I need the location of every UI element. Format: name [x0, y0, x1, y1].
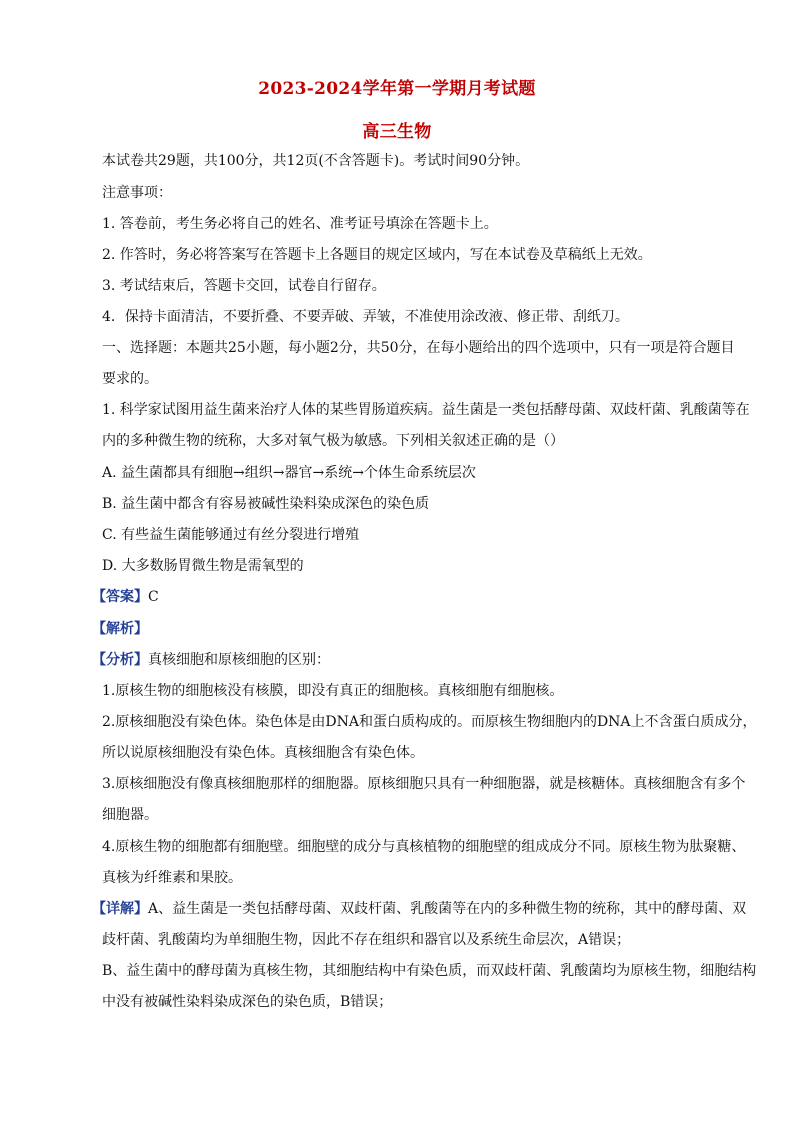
- option-c: C. 有些益生菌能够通过有丝分裂进行增殖: [102, 527, 360, 543]
- answer-value: C: [148, 589, 159, 605]
- exam-summary: 本试卷共29题，共100分，共12页(不含答题卡)。考试时间90分钟。: [102, 153, 530, 169]
- analysis-point-cont: 细胞器。: [102, 807, 158, 823]
- question-stem-cont: 内的多种微生物的统称，大多对氧气极为敏感。下列相关叙述正确的是（）: [102, 433, 564, 449]
- fenxi-text: 真核细胞和原核细胞的区别：: [148, 652, 330, 668]
- analysis-point: 1.原核生物的细胞核没有核膜，即没有真正的细胞核。真核细胞有细胞核。: [102, 683, 564, 699]
- detail-line: [92, 900, 747, 918]
- analysis-line: [92, 620, 692, 638]
- answer-tag: 【答案】: [92, 589, 148, 605]
- option-d: D. 大多数肠胃微生物是需氧型的: [102, 558, 304, 574]
- section-heading-cont: 要求的。: [102, 371, 158, 387]
- analysis-point: 4.原核生物的细胞都有细胞壁。细胞壁的成分与真核植物的细胞壁的组成成分不同。原核生物为肽聚糖、: [102, 839, 746, 855]
- detail-line-cont: 歧杆菌、乳酸菌均为单细胞生物，因此不存在组织和器官以及系统生命层次，A错误；: [102, 932, 631, 948]
- detail-tag: 【详解】: [92, 901, 148, 917]
- notice-item: 4．保持卡面清洁，不要折叠、不要弄破、弄皱，不准使用涂改液、修正带、刮纸刀。: [102, 309, 629, 325]
- detail-text: A、益生菌是一类包括酵母菌、双歧杆菌、乳酸菌等在内的多种微生物的统称，其中的酵母菌、双: [148, 901, 747, 917]
- answer-line: [92, 588, 692, 606]
- detail-line-cont: B、益生菌中的酵母菌为真核生物，其细胞结构中有染色质，而双歧杆菌、乳酸菌均为原核生物，细胞结构: [102, 963, 757, 979]
- fenxi-line: [92, 651, 692, 669]
- notice-item: 3. 考试结束后，答题卡交回，试卷自行留存。: [102, 278, 386, 294]
- notice-item: 1. 答卷前，考生务必将自己的姓名、准考证号填涂在答题卡上。: [102, 216, 498, 232]
- notice-heading: 注意事项：: [102, 185, 172, 201]
- fenxi-tag: 【分析】: [92, 652, 148, 668]
- analysis-point-cont: 所以说原核细胞没有染色体。真核细胞含有染色体。: [102, 745, 424, 761]
- option-b: B. 益生菌中都含有容易被碱性染料染成深色的染色质: [102, 496, 430, 512]
- notice-item: 2. 作答时，务必将答案写在答题卡上各题目的规定区域内，写在本试卷及草稿纸上无效。: [102, 247, 652, 263]
- exam-title: 2023-2024学年第一学期月考试题: [258, 79, 536, 99]
- section-heading: 一、选择题：本题共25小题，每小题2分，共50分，在每小题给出的四个选项中，只有一项是符合题目: [102, 340, 735, 356]
- analysis-point: 2.原核细胞没有染色体。染色体是由DNA和蛋白质构成的。而原核生物细胞内的DNA上不含蛋白质成分，: [102, 714, 757, 730]
- question-stem: 1. 科学家试图用益生菌来治疗人体的某些胃肠道疾病。益生菌是一类包括酵母菌、双歧杆菌、乳酸菌等在: [102, 402, 750, 418]
- analysis-tag: 【解析】: [92, 621, 148, 637]
- detail-line-cont: 中没有被碱性染料染成深色的染色质，B错误；: [102, 994, 393, 1010]
- analysis-point: 3.原核细胞没有像真核细胞那样的细胞器。原核细胞只具有一种细胞器，就是核糖体。真核细胞含有多个: [102, 776, 746, 792]
- exam-subject: 高三生物: [362, 122, 432, 142]
- option-a: A. 益生菌都具有细胞→组织→器官→系统→个体生命系统层次: [102, 465, 476, 481]
- analysis-point-cont: 真核为纤维素和果胶。: [102, 870, 242, 886]
